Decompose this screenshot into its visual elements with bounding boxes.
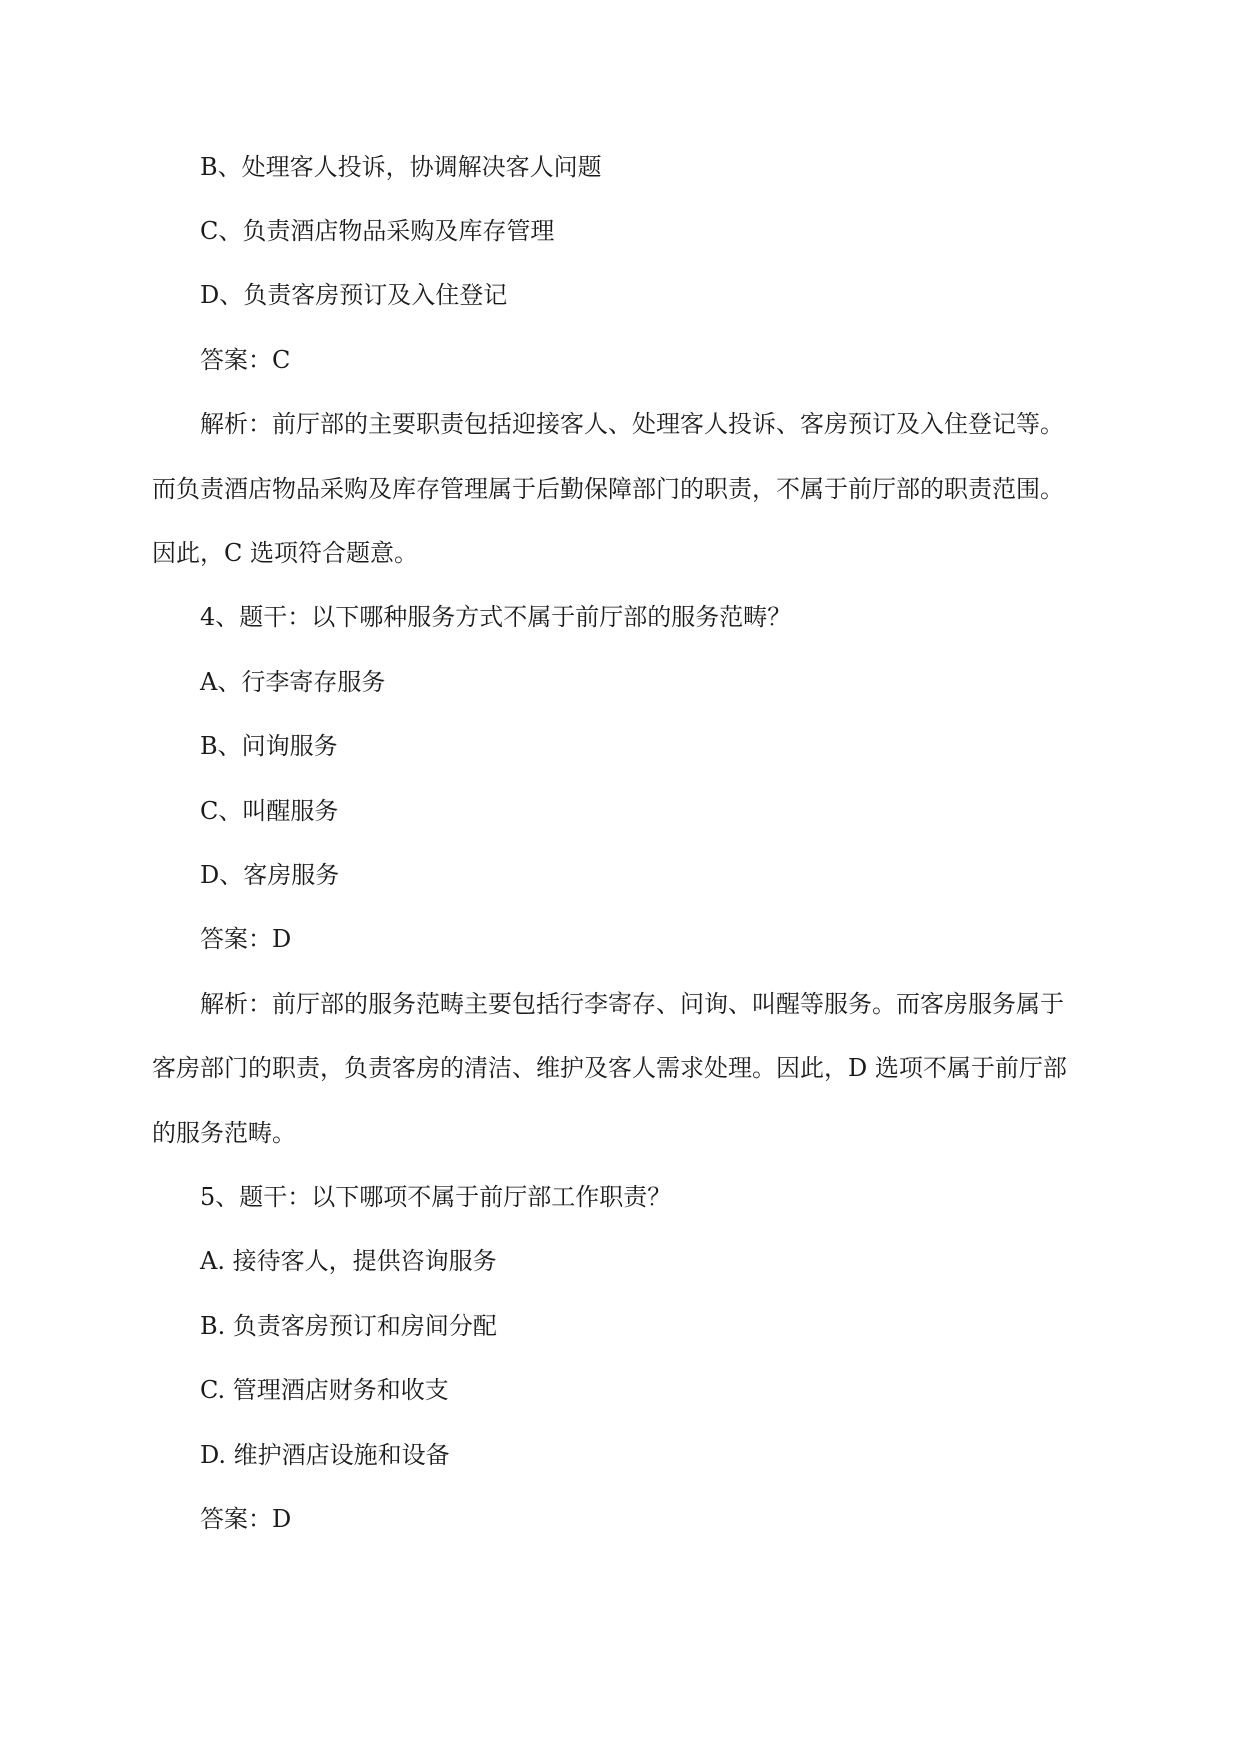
answer-q5: 答案：D — [200, 1505, 292, 1533]
answer-q4: 答案：D — [200, 925, 292, 953]
option-b-q3: B、处理客人投诉，协调解决客人问题 — [200, 153, 602, 181]
option-a-q4: A、行李寄存服务 — [200, 668, 386, 696]
question-4-stem: 4、题干：以下哪种服务方式不属于前厅部的服务范畴？ — [200, 603, 792, 631]
explanation-q4-line2: 客房部门的职责，负责客房的清洁、维护及客人需求处理。因此，D 选项不属于前厅部 — [152, 1054, 1067, 1082]
option-d-q5: D. 维护酒店设施和设备 — [200, 1441, 450, 1469]
explanation-q4-line3: 的服务范畴。 — [152, 1119, 296, 1147]
answer-q3: 答案：C — [200, 346, 291, 374]
option-c-q3: C、负责酒店物品采购及库存管理 — [200, 217, 555, 245]
option-b-q4: B、问询服务 — [200, 732, 338, 760]
option-d-q4: D、客房服务 — [200, 861, 340, 889]
option-c-q4: C、叫醒服务 — [200, 797, 339, 825]
explanation-q3-line3: 因此，C 选项符合题意。 — [152, 539, 418, 567]
question-5-stem: 5、题干：以下哪项不属于前厅部工作职责？ — [200, 1183, 672, 1211]
explanation-q3-line2: 而负责酒店物品采购及库存管理属于后勤保障部门的职责，不属于前厅部的职责范围。 — [152, 475, 1064, 503]
explanation-q3-line1: 解析：前厅部的主要职责包括迎接客人、处理客人投诉、客房预订及入住登记等。 — [200, 410, 1064, 438]
explanation-q4-line1: 解析：前厅部的服务范畴主要包括行李寄存、问询、叫醒等服务。而客房服务属于 — [200, 990, 1064, 1018]
option-b-q5: B. 负责客房预订和房间分配 — [200, 1312, 497, 1340]
option-c-q5: C. 管理酒店财务和收支 — [200, 1376, 449, 1404]
option-a-q5: A. 接待客人，提供咨询服务 — [200, 1247, 497, 1275]
option-d-q3: D、负责客房预订及入住登记 — [200, 281, 508, 309]
